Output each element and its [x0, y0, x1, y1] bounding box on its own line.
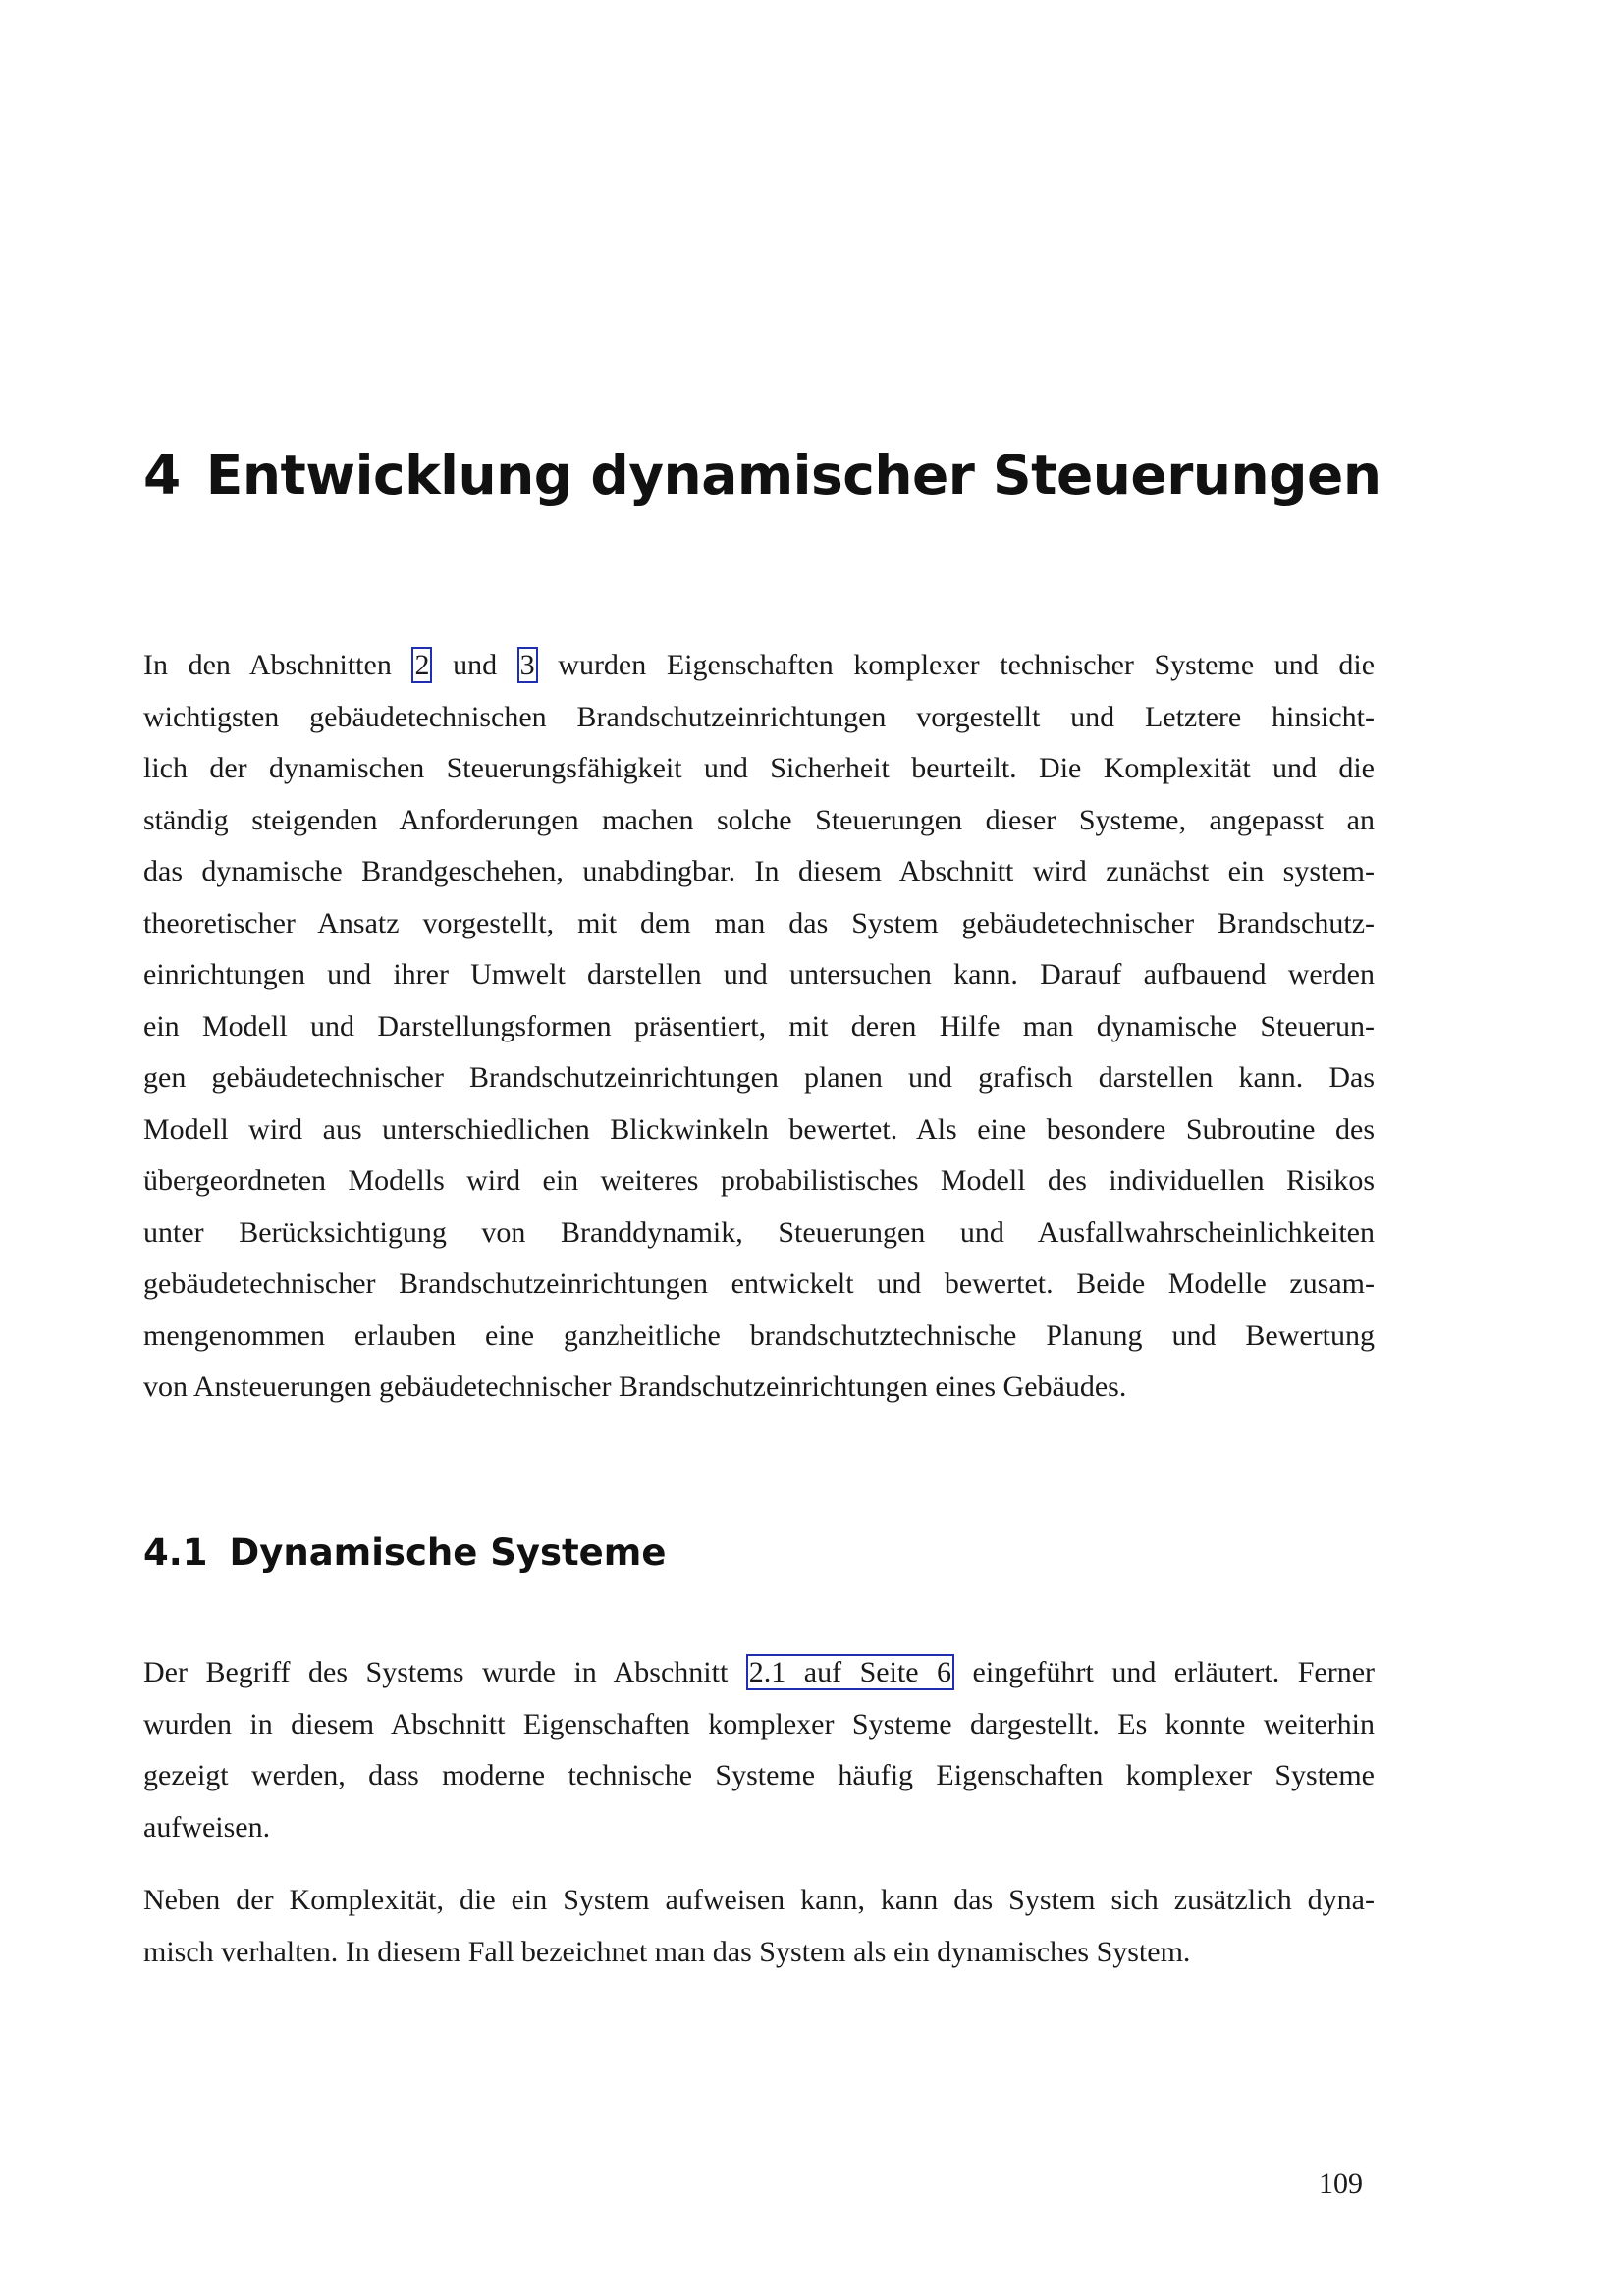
paragraph-line	[143, 640, 1375, 692]
section-2-link[interactable]: 2	[411, 647, 432, 683]
paragraph-line: das dynamische Brandgeschehen, unabdingbar. In diesem Abschnitt wird zunächst ein system-	[143, 855, 1375, 887]
section-title	[143, 1531, 666, 1574]
chapter-number: 4	[143, 444, 181, 507]
paragraph-line: ständig steigenden Anforderungen machen solche Steuerungen dieser Systeme, angepasst an	[143, 803, 1375, 836]
section-paragraph-1	[143, 1647, 1375, 1853]
page-number: 109	[1319, 2167, 1363, 2200]
chapter-title-text: Entwicklung dynamischer Steuerungen	[205, 444, 1381, 507]
paragraph-line: Modell wird aus unterschiedlichen Blickwinkeln bewertet. Als eine besondere Subroutine des	[143, 1112, 1375, 1146]
chapter-title	[143, 444, 1380, 507]
paragraph-line: wurden in diesem Abschnitt Eigenschaften komplexer Systeme dargestellt. Es konnte weiterhin	[143, 1707, 1375, 1740]
paragraph-line: Neben der Komplexität, die ein System aufweisen kann, kann das System sich zusätzlich dyna-	[143, 1884, 1375, 1916]
paragraph-line	[143, 1647, 1375, 1699]
paragraph-line: übergeordneten Modells wird ein weiteres probabilistisches Modell des individuellen Risikos	[143, 1164, 1375, 1197]
paragraph-line: gezeigt werden, dass moderne technische Systeme häufig Eigenschaften komplexer Systeme	[143, 1759, 1375, 1791]
section-paragraph-2	[143, 1875, 1375, 1978]
paragraph-line: unter Berücksichtigung von Branddynamik, Steuerungen und Ausfallwahrscheinlichkeiten	[143, 1215, 1375, 1249]
section-2-1-link[interactable]: 2.1 auf Seite 6	[746, 1654, 954, 1690]
text-run: wurden Eigenschaften komplexer technischer Systeme und die	[558, 649, 1376, 681]
paragraph-line: ein Modell und Darstellungsformen präsentiert, mit deren Hilfe man dynamische Steuerun-	[143, 1009, 1375, 1042]
section-3-link[interactable]: 3	[517, 647, 538, 683]
paragraph-line: aufweisen.	[143, 1810, 271, 1843]
intro-paragraph	[143, 640, 1375, 1414]
paragraph-line: misch verhalten. In diesem Fall bezeichnet man das System als ein dynamisches System.	[143, 1935, 1191, 1968]
paragraph-line: wichtigsten gebäudetechnischen Brandschutzeinrichtungen vorgestellt und Letztere hinsicht-	[143, 700, 1375, 733]
paragraph-line: einrichtungen und ihrer Umwelt darstellen und untersuchen kann. Darauf aufbauend werden	[143, 958, 1375, 990]
text-run: und	[453, 649, 498, 681]
text-run: eingeführt und erläutert. Ferner	[972, 1656, 1376, 1688]
text-run: In den Abschnitten	[143, 649, 392, 681]
paragraph-line: theoretischer Ansatz vorgestellt, mit dem man das System gebäudetechnischer Brandschutz-	[143, 906, 1375, 939]
paragraph-line: gebäudetechnischer Brandschutzeinrichtungen entwickelt und bewertet. Beide Modelle zusam-	[143, 1267, 1375, 1300]
paragraph-line: lich der dynamischen Steuerungsfähigkeit und Sicherheit beurteilt. Die Komplexität und die	[143, 752, 1375, 784]
paragraph-line: mengenommen erlauben eine ganzheitliche brandschutztechnische Planung und Bewertung	[143, 1318, 1375, 1352]
section-title-text: Dynamische Systeme	[229, 1531, 667, 1574]
section-number: 4.1	[143, 1531, 208, 1574]
paragraph-line: gen gebäudetechnischer Brandschutzeinrichtungen planen und grafisch darstellen kann. Das	[143, 1061, 1375, 1094]
paragraph-line: von Ansteuerungen gebäudetechnischer Brandschutzeinrichtungen eines Gebäudes.	[143, 1370, 1127, 1403]
text-run: Der Begriff des Systems wurde in Abschnitt	[143, 1656, 729, 1688]
